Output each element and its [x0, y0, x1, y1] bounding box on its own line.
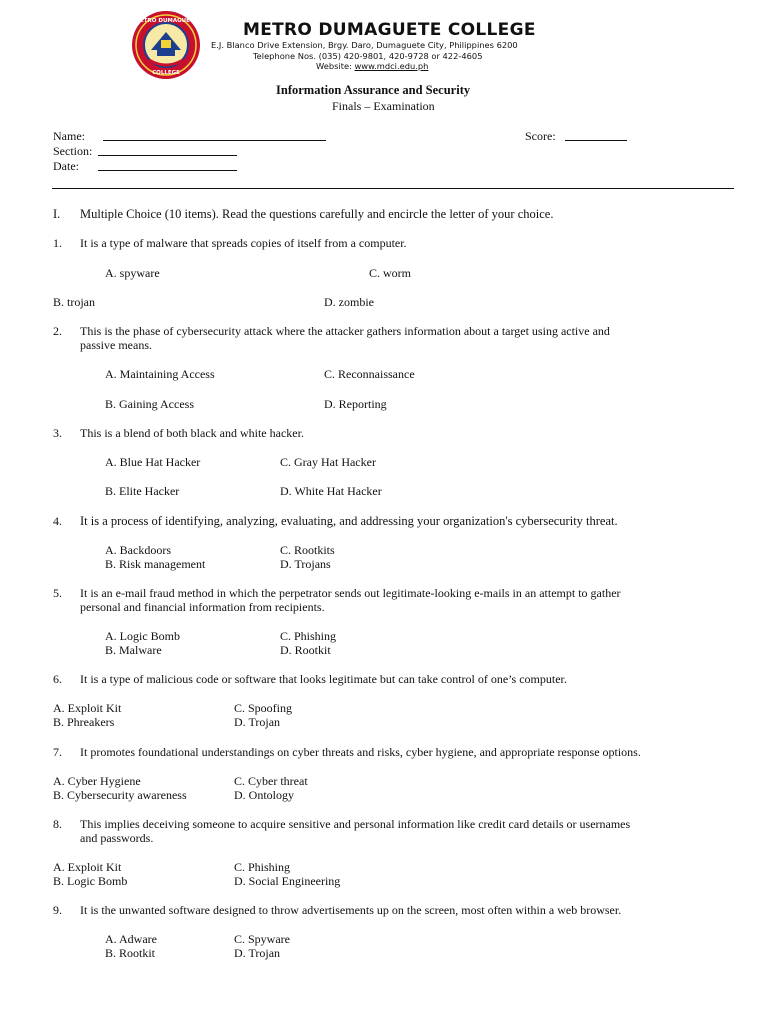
choice-option[interactable]: B. Gaining Access [105, 397, 194, 411]
question-number: 8. [53, 817, 62, 831]
date-label: Date: [53, 159, 79, 173]
choice-option[interactable]: A. spyware [105, 266, 160, 280]
question-number: 4. [53, 514, 62, 528]
question-number: 6. [53, 672, 62, 686]
choice-option[interactable]: C. Rootkits [280, 543, 335, 557]
choice-option[interactable]: C. Cyber threat [234, 774, 308, 788]
choice-option[interactable]: C. Spoofing [234, 701, 293, 715]
question-text: personal and financial information from recipients. [80, 600, 325, 614]
choice-option[interactable]: D. Trojans [280, 557, 331, 571]
question-text: It is the unwanted software designed to throw advertisements up on the screen, most often within a web browser. [80, 903, 622, 917]
name-blank[interactable] [103, 129, 326, 141]
choice-option[interactable]: B. Elite Hacker [105, 484, 180, 498]
choice-option[interactable]: C. Phishing [234, 860, 291, 874]
choice-option[interactable]: D. zombie [324, 295, 374, 309]
choice-option[interactable]: A. Logic Bomb [105, 629, 180, 643]
choice-option[interactable]: C. Phishing [280, 629, 337, 643]
exam-subtitle: Finals – Examination [332, 99, 435, 113]
question-number: 3. [53, 426, 62, 440]
header-divider [52, 188, 734, 189]
svg-text:COLLEGE: COLLEGE [152, 70, 180, 76]
choice-option[interactable]: C. Gray Hat Hacker [280, 455, 376, 469]
score-label: Score: [525, 129, 556, 143]
college-seal-logo [131, 10, 201, 80]
college-address: E.J. Blanco Drive Extension, Brgy. Daro, Dumaguete City, Philippines 6200 [211, 40, 518, 50]
website-link[interactable]: www.mdci.edu.ph [354, 61, 429, 71]
choice-option[interactable]: D. Trojan [234, 715, 281, 729]
choice-option[interactable]: A. Maintaining Access [105, 367, 215, 381]
choice-option[interactable]: C. Reconnaissance [324, 367, 415, 381]
choice-option[interactable]: B. Phreakers [53, 715, 115, 729]
score-blank[interactable] [565, 129, 627, 141]
college-telephone: Telephone Nos. (035) 420-9801, 420-9728 or 422-4605 [253, 51, 483, 61]
choice-option[interactable]: C. worm [369, 266, 411, 280]
exam-title: Information Assurance and Security [276, 83, 471, 97]
choice-option[interactable]: D. Social Engineering [234, 874, 341, 888]
question-text: This is a blend of both black and white hacker. [80, 426, 304, 440]
choice-option[interactable]: A. Backdoors [105, 543, 171, 557]
choice-option[interactable]: A. Adware [105, 932, 157, 946]
choice-option[interactable]: A. Exploit Kit [53, 701, 122, 715]
choice-option[interactable]: B. Risk management [105, 557, 206, 571]
question-text: It is a type of malicious code or software that looks legitimate but can take control of one’s computer. [80, 672, 567, 686]
choice-option[interactable]: C. Spyware [234, 932, 290, 946]
section-number: I. [53, 207, 61, 221]
question-text: It is a process of identifying, analyzing, evaluating, and addressing your organization's cybersecurity threat. [80, 514, 618, 528]
section-instructions: Multiple Choice (10 items). Read the questions carefully and encircle the letter of your choice. [80, 207, 554, 221]
svg-text:METRO DUMAGUETE: METRO DUMAGUETE [134, 18, 198, 24]
college-website-line [316, 61, 428, 71]
college-name: METRO DUMAGUETE COLLEGE [243, 20, 536, 40]
section-label: Section: [53, 144, 93, 158]
website-label: Website: [316, 61, 355, 71]
date-blank[interactable] [98, 159, 237, 171]
question-number: 9. [53, 903, 62, 917]
choice-option[interactable]: D. White Hat Hacker [280, 484, 382, 498]
name-label: Name: [53, 129, 85, 143]
question-text: passive means. [80, 338, 152, 352]
question-number: 7. [53, 745, 62, 759]
question-number: 2. [53, 324, 62, 338]
question-text: This is the phase of cybersecurity attack where the attacker gathers information about a target using active and [80, 324, 610, 338]
section-blank[interactable] [98, 144, 237, 156]
choice-option[interactable]: B. Rootkit [105, 946, 156, 960]
choice-option[interactable]: A. Cyber Hygiene [53, 774, 141, 788]
choice-option[interactable]: A. Exploit Kit [53, 860, 122, 874]
choice-option[interactable]: B. Cybersecurity awareness [53, 788, 187, 802]
question-text: It is a type of malware that spreads copies of itself from a computer. [80, 236, 407, 250]
choice-option[interactable]: D. Reporting [324, 397, 387, 411]
choice-option[interactable]: B. trojan [53, 295, 95, 309]
question-text: It promotes foundational understandings on cyber threats and risks, cyber hygiene, and appropriate response options. [80, 745, 641, 759]
question-number: 5. [53, 586, 62, 600]
choice-option[interactable]: B. Malware [105, 643, 162, 657]
question-text: and passwords. [80, 831, 154, 845]
choice-option[interactable]: D. Ontology [234, 788, 294, 802]
question-text: This implies deceiving someone to acquire sensitive and personal information like credit card details or usernames [80, 817, 631, 831]
question-text: It is an e-mail fraud method in which the perpetrator sends out legitimate-looking e-mails in an attempt to gather [80, 586, 621, 600]
question-number: 1. [53, 236, 62, 250]
choice-option[interactable]: D. Rootkit [280, 643, 331, 657]
choice-option[interactable]: A. Blue Hat Hacker [105, 455, 201, 469]
choice-option[interactable]: D. Trojan [234, 946, 281, 960]
choice-option[interactable]: B. Logic Bomb [53, 874, 128, 888]
